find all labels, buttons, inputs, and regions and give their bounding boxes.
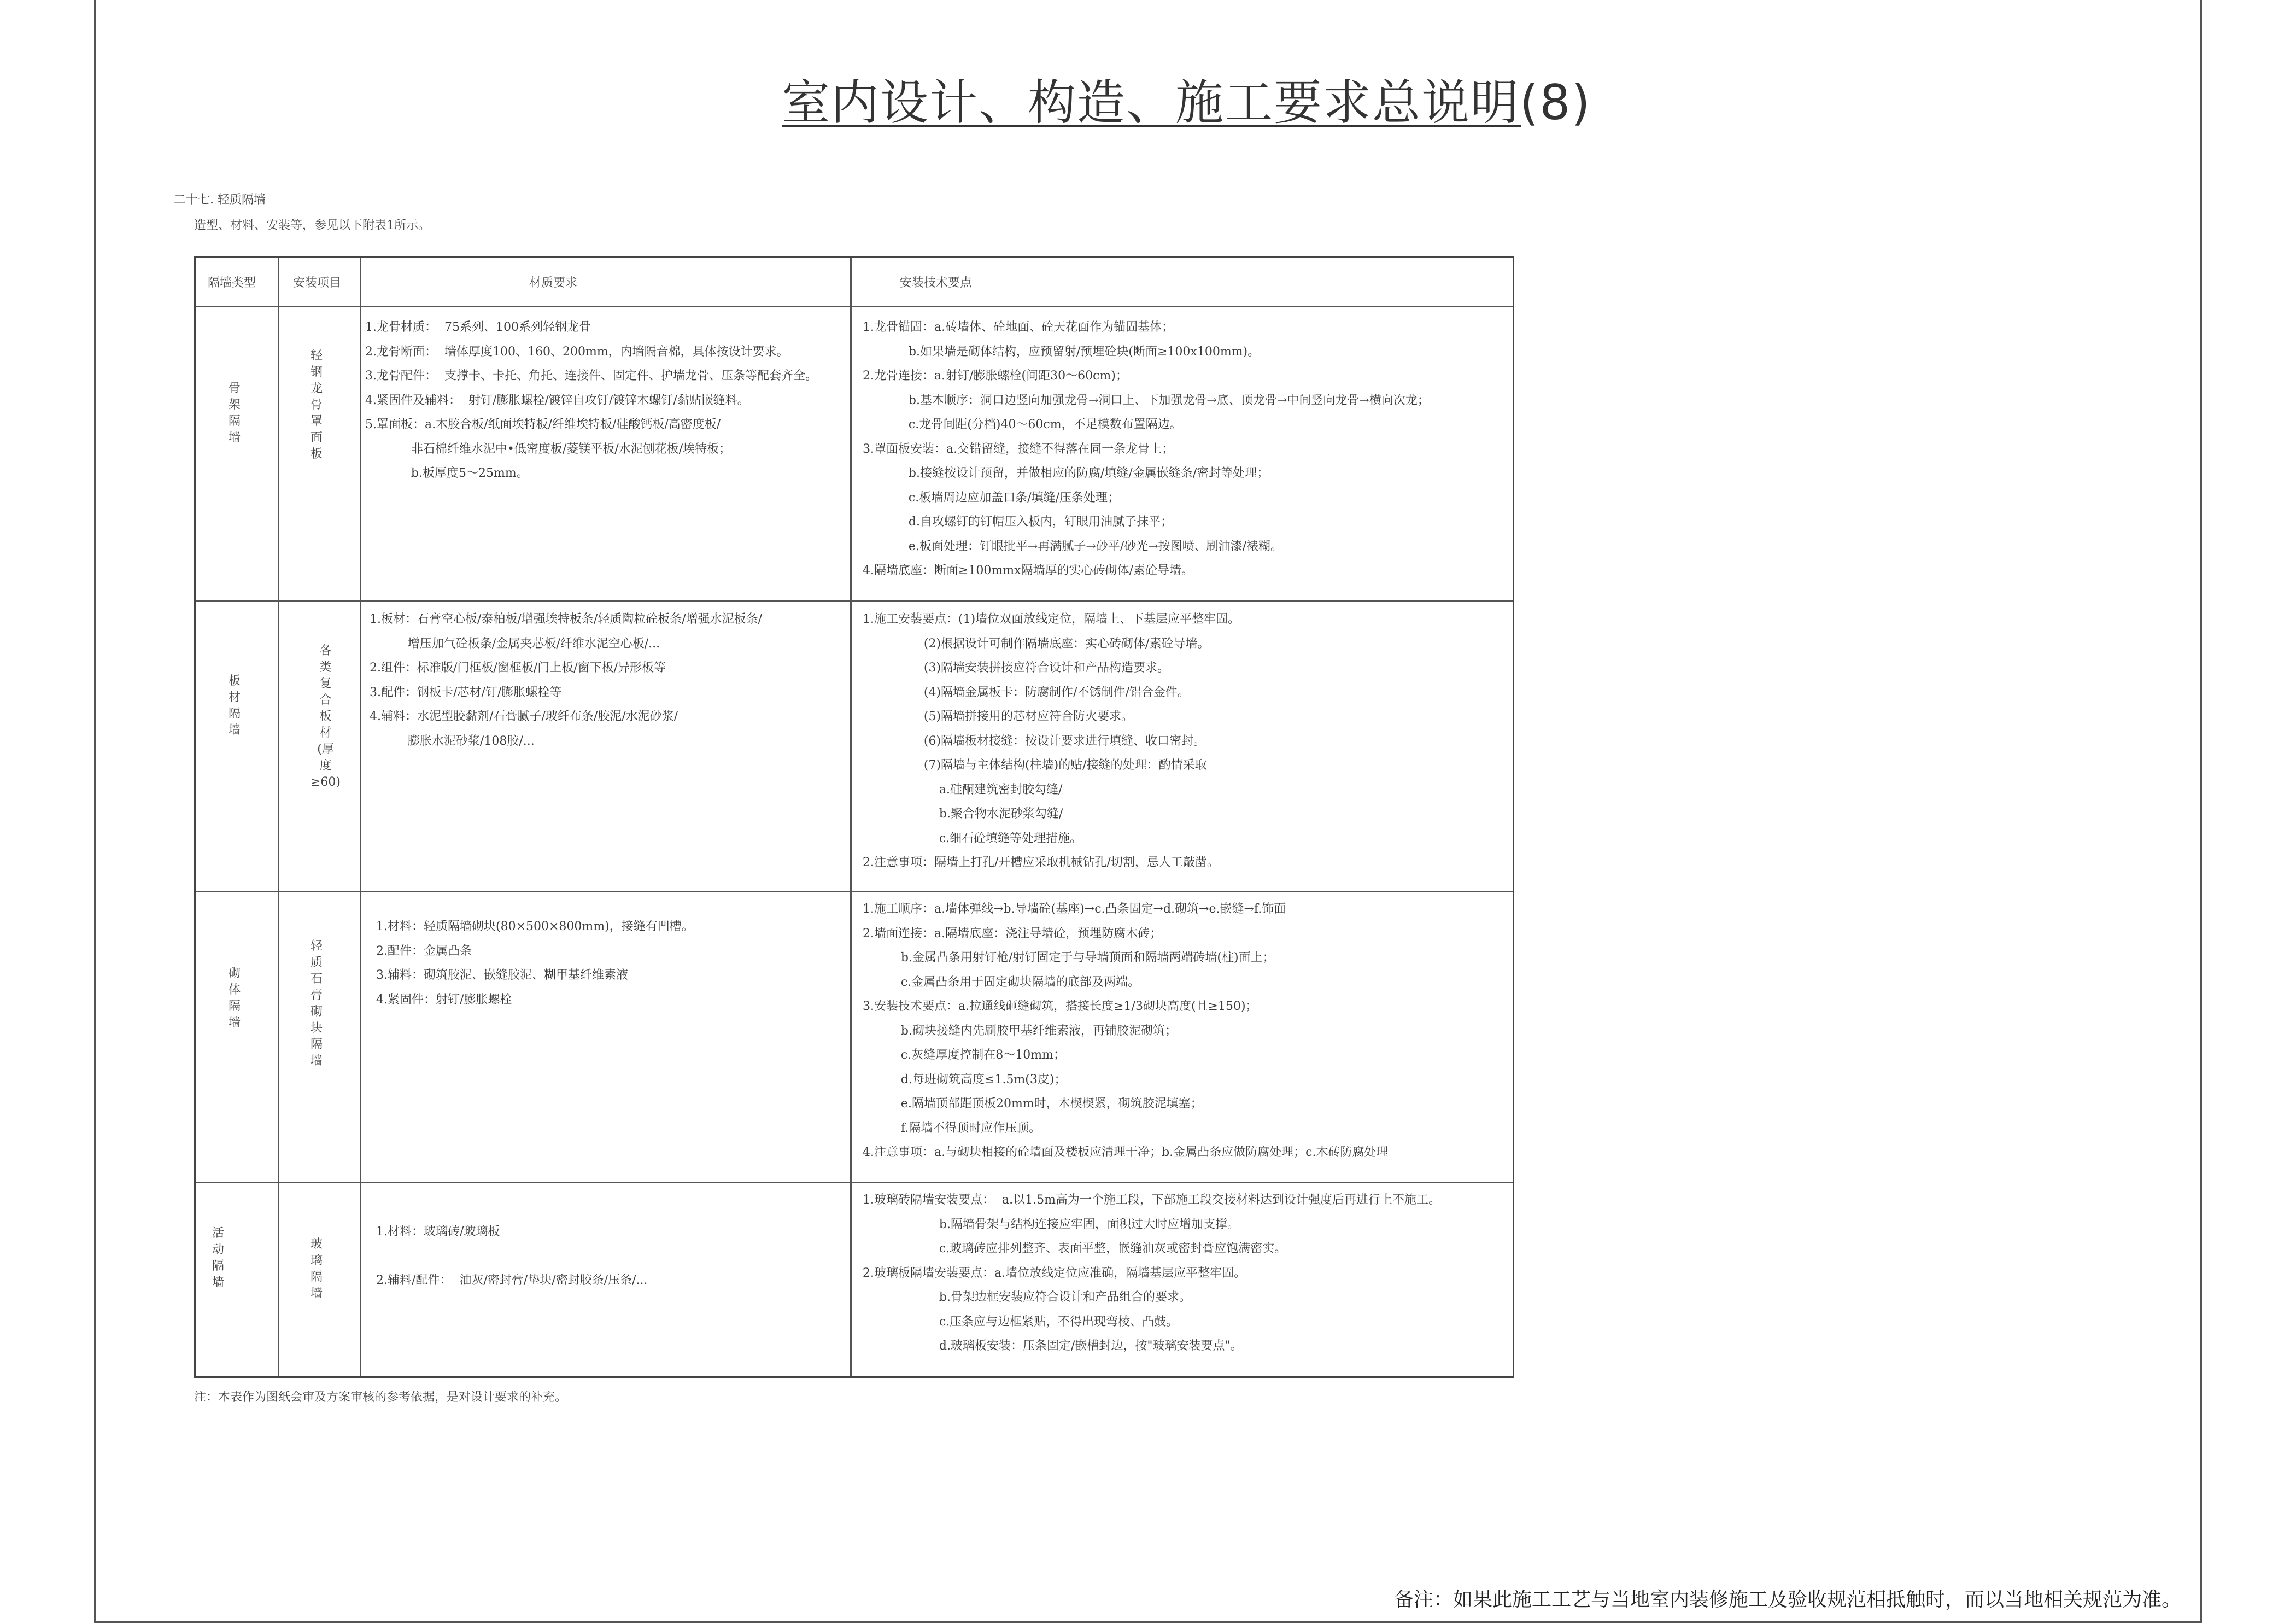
- row-divider: [196, 891, 1513, 892]
- technique-cell: 1.玻璃砖隔墙安装要点： a.以1.5m高为一个施工段，下部施工段交接材料达到设计强度后再进行上不施工。 b.隔墙骨架与结构连接应牢固，面积过大时应增加支撑。 c.玻璃砖应排列整齐、表面平整，嵌缝油灰或密封膏应饱满密实。 2.玻璃板隔墙安装要点：a.墙位放线定位应准确，隔墙基层应平整牢固。 b.骨架边框安装应符合设计和产品组合的要求。 c.压条应与边框紧贴，不得出现弯棱、凸鼓。 d.玻璃板安装：压条固定/嵌槽封边，按"玻璃安装要点"。: [863, 1193, 1440, 1353]
- row-divider: [196, 600, 1513, 602]
- column-divider: [850, 258, 852, 1376]
- row-divider: [196, 306, 1513, 307]
- partition-table: [194, 256, 1514, 1378]
- row-type-label: 活 动 隔 墙: [212, 1226, 225, 1289]
- header-technique: 安装技术要点: [900, 276, 973, 290]
- page-title: 室内设计、构造、施工要求总说明(8): [782, 74, 1591, 131]
- section-heading: 二十七. 轻质隔墙: [174, 193, 266, 207]
- title-underline: [782, 125, 1521, 127]
- technique-cell: 1.施工顺序：a.墙体弹线→b.导墙砼(基座)→c.凸条固定→d.砌筑→e.嵌缝→f.饰面 2.墙面连接：a.隔墙底座：浇注导墙砼，预埋防腐木砖； b.金属凸条用射钉枪/射钉固定于与导墙顶面和隔墙两端砖墙(柱)面上； c.金属凸条用于固定砌块隔墙的底部及两端。 3.安装技术要点：a.拉通线砸缝砌筑，搭接长度≥1/3砌块高度(且≥150)； b.砌块接缝内先刷胶甲基纤维素液，再铺胶泥砌筑； c.灰缝厚度控制在8～10mm； d.每班砌筑高度≤1.5m(3皮)； e.隔墙顶部距顶板20mm时，木楔楔紧，砌筑胶泥填塞； f.隔墙不得顶时应作压顶。 4.注意事项：a.与砌块相接的砼墙面及楼板应清理干净；b.金属凸条应做防腐处理；c.木砖防腐处理: [863, 902, 1389, 1159]
- row-divider: [196, 1182, 1513, 1183]
- row-item-label: 轻 质 石 膏 砌 块 隔 墙: [311, 939, 323, 1068]
- technique-cell: 1.施工安装要点：(1)墙位双面放线定位，隔墙上、下基层应平整牢固。 (2)根据设计可制作隔墙底座：实心砖砌体/素砼导墙。 (3)隔墙安装拼接应符合设计和产品构造要求。 (4)隔墙金属板卡：防腐制作/不锈制件/铝合金件。 (5)隔墙拼接用的芯材应符合防火要求。 (6)隔墙板材接缝：按设计要求进行填缝、收口密封。 (7)隔墙与主体结构(柱墙)的贴/接缝的处理：酌情采取 a.硅酮建筑密封胶勾缝/ b.聚合物水泥砂浆勾缝/ c.细石砼填缝等处理措施。 2.注意事项：隔墙上打孔/开槽应采取机械钻孔/切割，忌人工敲凿。: [863, 612, 1240, 869]
- row-type-label: 骨 架 隔 墙: [229, 382, 241, 445]
- material-cell: 1.材料：玻璃砖/玻璃板 2.辅料/配件： 油灰/密封膏/垫块/密封胶条/压条/...: [376, 1225, 648, 1287]
- column-divider: [360, 258, 361, 1376]
- material-cell: 1.板材：石膏空心板/泰柏板/增强埃特板条/轻质陶粒砼板条/增强水泥板条/ 增压加气砼板条/金属夹芯板/纤维水泥空心板/... 2.组件：标准版/门框板/窗框板/门上板/窗下板/异形板等 3.配件：钢板卡/芯材/钉/膨胀螺栓等 4.辅料：水泥型胶黏剂/石膏腻子/玻纤布条/胶泥/水泥砂浆/ 膨胀水泥砂浆/108胶/...: [370, 612, 763, 748]
- technique-cell: 1.龙骨锚固：a.砖墙体、砼地面、砼天花面作为锚固基体； b.如果墙是砌体结构，应预留射/预埋砼块(断面≥100x100mm)。 2.龙骨连接：a.射钉/膨胀螺栓(间距30～60cm)； b.基本顺序：洞口边竖向加强龙骨→洞口上、下加强龙骨→底、顶龙骨→中间竖向龙骨→横向次龙； c.龙骨间距(分档)40～60cm，不足模数布置隔边。 3.罩面板安装：a.交错留缝，接缝不得落在同一条龙骨上； b.接缝按设计预留，并做相应的防腐/填缝/金属嵌缝条/密封等处理； c.板墙周边应加盖口条/填缝/压条处理； d.自攻螺钉的钉帽压入板内，钉眼用油腻子抹平； e.板面处理：钉眼批平→再满腻子→砂平/砂光→按图喷、刷油漆/裱糊。 4.隔墙底座：断面≥100mmx隔墙厚的实心砖砌体/素砼导墙。: [863, 320, 1430, 577]
- header-material: 材质要求: [529, 276, 578, 290]
- row-item-label: 玻 璃 隔 墙: [311, 1237, 323, 1300]
- table-note: 注：本表作为图纸会审及方案审核的参考依据，是对设计要求的补充。: [194, 1391, 567, 1404]
- material-cell: 1.材料：轻质隔墙砌块(80×500×800mm)，接缝有凹槽。 2.配件：金属凸条 3.辅料：砌筑胶泥、嵌缝胶泥、糊甲基纤维素液 4.紧固件：射钉/膨胀螺栓: [376, 920, 694, 1007]
- row-item-label: 各 类 复 合 板 材 (厚 度 ≥60): [311, 644, 341, 789]
- row-item-label: 轻 钢 龙 骨 罩 面 板: [311, 349, 323, 461]
- material-cell: 1.龙骨材质： 75系列、100系列轻钢龙骨 2.龙骨断面： 墙体厚度100、160、200mm，内墙隔音棉，具体按设计要求。 3.龙骨配件： 支撑卡、卡托、角托、连接件、固定件、护墙龙骨、压条等配套齐全。 4.紧固件及辅料： 射钉/膨胀螺栓/镀锌自攻钉/镀锌木螺钉/黏贴嵌缝料。 5.罩面板：a.木胶合板/纸面埃特板/纤维埃特板/硅酸钙板/高密度板/ 非石棉纤维水泥中•低密度板/菱镁平板/水泥刨花板/埃特板； b.板厚度5～25mm。: [365, 320, 817, 480]
- row-type-label: 砌 体 隔 墙: [229, 967, 241, 1030]
- header-item: 安装项目: [293, 276, 342, 290]
- row-type-label: 板 材 隔 墙: [229, 674, 241, 737]
- footer-remark: 备注：如果此施工工艺与当地室内装修施工及验收规范相抵触时，而以当地相关规范为准。: [1393, 1588, 2181, 1611]
- column-divider: [278, 258, 279, 1376]
- header-type: 隔墙类型: [208, 276, 256, 290]
- section-subtitle: 造型、材料、安装等，参见以下附表1所示。: [194, 219, 430, 232]
